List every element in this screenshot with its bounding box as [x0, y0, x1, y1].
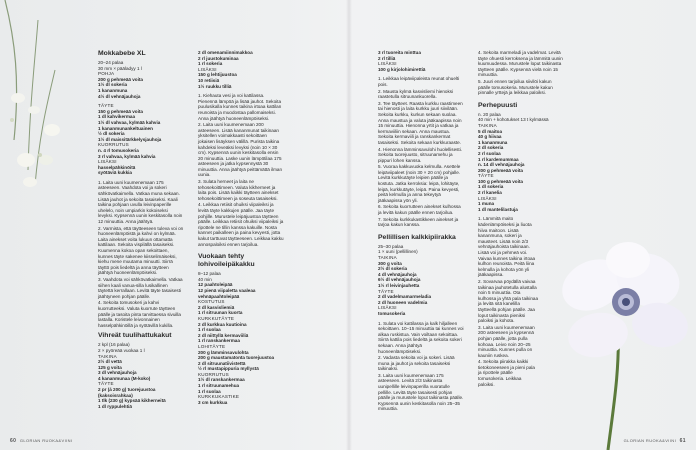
recipe-yield: 8–12 palaa	[198, 271, 221, 277]
method-step: 2. Varmista, että täytteeseen tuleva voi on huoneenlämpöistä ja kahvi on kylmää. Laita ainekset voita lukuun ottamatta kattilaan. Sekoita vispilällä tasaiseksi. Kuumenna kokoa opan sekoittaen, kunnes täyte sakenee kiisselimäiseksi, kiehu mene muutama minuutti. Siirrä täyttö pois liedeltä ja anna täytteen jäähtyä huoneenlämpöiseksi.	[98, 225, 184, 276]
ingredient-list	[98, 148, 184, 159]
ingredient: 3 cm kurkkua	[198, 399, 228, 405]
recipe-pan: 40 min	[198, 276, 212, 282]
ingredient-list	[378, 294, 464, 305]
ingredient-list	[478, 179, 564, 196]
method-step: 2. Vadasta sekoita voi ja sokeri. Lisää muna ja jauhot ja sekoita tasaiseksi taikinaksi.	[378, 355, 455, 372]
method-step: 7. Sekoita kurkkukastikkeen ainekset ja tarjoa kakun kanssa.	[378, 216, 459, 228]
section-label: TÄYTE	[98, 103, 114, 109]
ingredient: 2 dl sokeria	[478, 145, 504, 151]
method-step: 3. Laita uuni kuumenemaan 200 asteeseen ja kypsennä pohjan päälle, jotta pulla kohoaa. Leivo noin 20–25 minuuttia. Kunnes pulla on kauniin ruskea.	[478, 324, 535, 358]
ingredient: 100 g kirjolohimirettiä	[378, 66, 426, 72]
page-number: 61	[679, 438, 686, 444]
ingredient: syötäviä kukkia	[98, 170, 132, 176]
section-label: KUORRUTUS	[98, 142, 129, 148]
recipe-yield: 25–30 palaa	[378, 243, 404, 249]
recipe-title: Vihreät tuulihattukakut	[98, 332, 172, 340]
ingredient: 4 dl vehnäjauhoja	[378, 271, 417, 277]
ingredient-list	[198, 282, 284, 299]
method-step: 5. Vuoraa kakkuvuoka kelmulla. Asettele leipäviipaleet (noin 30 × 20 cm) pohjalle. Levitä kurkkutäyte leipien päälle ja kostuta. Jatka kerroksia: leipä, lohitäyte, leipä, kurkkutäyte, leipä. Paina kevyesti, peitä kelmulla ja anna tekeytyä jääkaapissa yön yli.	[378, 164, 461, 203]
method-step: 3. Vaahdota voi sähkövatkaimella. Vatkaa siihen kaali vanua-silla lusikallinen täytettä kerrallaan. Levitä täyte tasaisesti jäähtyneen pohjan päälle.	[98, 276, 183, 299]
ingredient: 1 rl sitruunamehua	[198, 383, 240, 389]
ingredient: 2 rl juustokuminaa	[198, 55, 239, 61]
ingredient-list	[98, 109, 184, 143]
method-text-wrap	[478, 216, 538, 387]
ingredient-list	[98, 387, 184, 409]
section-label: TAIKINA	[378, 255, 397, 260]
section-label: LISÄKSI	[198, 66, 217, 72]
method-step: 1. Laita uuni kuumenemaan 175 asteeseen. Vaahdota voi ja sokeri sähkövatkaimella. Vatkaa muna sekaan. Lisää jauhot ja sekoita tasaiseksi. Kaali taikina pohjaan uvulla leivinpaperille uhelelo, noin umpiarkin kokoiseksi levyksi. Kypsennä uunin keskitasolla noin 12 minuuttia. Anna jäähtyä.	[98, 179, 183, 225]
ingredient: 2 dl omenamiinnimakkoa	[198, 50, 253, 55]
section-label: TAIKINA	[478, 122, 497, 128]
ingredient: 150 g pehmeää voita	[98, 108, 143, 114]
section-label: KOSTUTUS	[198, 299, 225, 305]
method-step: 5. Juuri ennen tarjoilua siivilöi kakun päälle tomusokeria. Murustele kakun pinnalle yrttejä ja leikkaa paloiksi.	[478, 78, 553, 96]
ingredient: 10 retiisiä	[198, 77, 220, 83]
ingredient: 1½ dl sokeria	[98, 82, 128, 88]
method-step: 4. Hienonna lämminsavulohi huolellisesti. Sekoita tuorejuusto, sitruunamehu ja pippuri lohen kanssa.	[378, 146, 463, 163]
section-label: TÄYTE	[478, 173, 494, 179]
section-label: TÄYTE	[98, 381, 114, 387]
ingredient: 3 rl vahvaa, kylmää kahvia	[98, 153, 156, 159]
ingredient: n. 4 rl tomusokeria	[98, 147, 139, 153]
ingredient-list	[98, 77, 184, 99]
recipe-pan: 30 mm × pääladyy 1 l	[98, 65, 142, 71]
ingredient: 1 kananmuna	[98, 87, 128, 93]
right-page-footer	[624, 438, 686, 444]
ingredient: hasselpähkinöitä	[98, 164, 136, 170]
ingredient-list	[378, 50, 464, 61]
ingredient: 5 dl maitoa	[478, 128, 502, 134]
ingredient: 2 pr (á 200 g) tuorejuustoa (kaksoisrahkaa)	[98, 387, 156, 398]
column-3	[378, 50, 464, 413]
method-step: 3. Sulata herneet ja laita ne tehosekoittimeen. Valuta kikherneet ja laita pois. Lisää kaikki täytteen ainekset tehosekoittimeen ja soseuta tasaiseksi.	[198, 179, 279, 201]
method-step: 2. Mausta kylmä kasvisliemi hienoksi raastetulla sitruunankuorella.	[378, 88, 454, 100]
method-step: 1. Lämmitä maito kädenlämpöiseksi ja liuota hiiva maitoon. Lisää kananmuna, sokeri ja mausteet. Lisää noin 2/3 vehnäjauhoista taikinaan. Lisää voi ja pehmeä voi. Vaivaa kunnes taikina irtoaa kulhon reunoista. Peitä liina kelmulla ja kohota yön yli jääkaapissa.	[478, 216, 536, 278]
recipe-yield: n. 20 palaa	[478, 111, 501, 117]
recipe-pan: 40 min + kohotukset 13 t kylmässä	[478, 117, 549, 123]
ingredient: 1 rl suolaa	[198, 327, 221, 333]
ingredient-list	[378, 67, 464, 73]
ingredient: 1 muna	[478, 201, 495, 207]
recipe-yield: 20–24 palaa	[98, 60, 124, 65]
ingredient: 200 g maustamatonta tuorejuustoa	[198, 355, 275, 361]
recipe-pan: 1 × uuni (pellillinen)	[378, 249, 418, 255]
ingredient-list	[378, 261, 464, 289]
page-number: 60	[10, 438, 17, 444]
ingredient-list	[198, 322, 284, 344]
ingredient: 1 kananmunankeltuainen	[98, 125, 153, 131]
ingredient: n. 14 dl vehnäjauhoja	[478, 162, 525, 168]
section-label: POHJA	[98, 71, 115, 77]
ingredient: 125 g voita	[98, 364, 122, 370]
section-label: LISÄKSI	[378, 305, 397, 311]
ingredient-list	[478, 201, 564, 212]
ingredient: 1½ dl ranskankermaa	[198, 377, 245, 383]
ingredient: 2 dl niittyllä kermaviiliä	[198, 332, 249, 338]
magazine-name: GLORIAN RUOKA&VIINI	[623, 438, 677, 443]
column-4	[478, 50, 564, 388]
method-step: 3. Tee täytteet. Raasta kurkku raastimeen tai hienosti ja laita kurkku juuri siivilään. Sekoita kurkku, kurkun sekaan suolaa. Anna maustua ja valuta jääkaapissa noin 15 minuuttia. Hienonna yrtit ja vatkaa ja kermaviiliin sekaan. Anna maustua. Sekoita kermaviili ja ranskankermat tasaiseksi. Sekoita sekaan kurkkuraaste.	[378, 100, 463, 145]
ingredient-list	[198, 400, 284, 406]
section-label: LISÄKSI	[98, 159, 117, 165]
ingredient: 1 dl ryppulehtiä	[98, 403, 132, 409]
ingredient: 2 rl tilliä	[378, 55, 396, 61]
ingredient-list	[198, 50, 284, 67]
ingredient: 3 dl vehnäjauhoja	[98, 370, 137, 376]
ingredient-list	[478, 129, 564, 174]
ingredient-list	[198, 305, 284, 316]
ingredient: 200 g pehmeää voita	[478, 167, 523, 173]
column-2	[198, 50, 284, 405]
magazine-name: GLORIAN RUOKA&VIINI	[19, 438, 73, 443]
ingredient: 2 dl vadelmamarmeladia	[378, 294, 432, 300]
ingredient: 12 paahtoleipää	[198, 282, 233, 288]
recipe-title: Mokkabebe XL	[98, 50, 146, 57]
section-label: KURKKUTÄYTE	[198, 315, 235, 321]
ingredient: 1 kananmuna	[478, 139, 508, 145]
ingredient: 1 dl kahvikermaa	[98, 114, 136, 120]
ingredient: 4½ dl vehnäjauhoja	[98, 93, 141, 99]
ingredient: 6½ dl vehnäjauhoja	[378, 277, 421, 283]
ingredient: ½ rl mustapippuria myllystä	[198, 366, 259, 372]
ingredient-list	[98, 165, 184, 176]
ingredient-list	[378, 311, 464, 317]
ingredient: 1 tlk (230 g) kypsää kikherneitä	[98, 398, 166, 404]
section-label: KUORRUTUS	[198, 371, 229, 377]
anemone-flower-illustration	[548, 230, 696, 450]
ingredient: 2 dl huoneen vadelmia	[378, 299, 428, 305]
ingredient: 2 dl kurkkua kuutioina	[198, 321, 247, 327]
ingredient: 100 g pehmeää voita	[478, 178, 523, 184]
ingredient: 200 g pehmeää voita	[98, 76, 143, 82]
column-1	[98, 50, 184, 409]
section-label: TAIKINA	[98, 353, 117, 359]
flower-stems-illustration	[0, 0, 95, 200]
ingredient: 1 dl sokeria	[478, 184, 504, 190]
method-step: 6. Sekoita kuorrutteen ainekset kulhossa ja levitä kakun päälle ennen tarjoilua.	[378, 204, 461, 216]
recipe-title: Perhepuusti	[478, 101, 518, 109]
ingredient: 2½ dl sokeria	[378, 266, 408, 272]
ingredient: tomusokeria	[378, 310, 406, 316]
method-step: 4. Sekoita marmeladi ja vadelmat. Levitä täyte ohuesti kerroksena ja lämmitä uunin kuumuudessa. Murustele loput taikinasta täytteen päälle. Kypsennä vielä noin 15 minuuttia.	[478, 50, 563, 78]
ingredient: 2 rl kanelia	[478, 190, 502, 196]
section-label: TÄYTE	[378, 288, 394, 294]
ingredient: 1½ rl leivinjauhetta	[378, 282, 420, 288]
ingredient: 1 rl sitruunan kuorta	[198, 310, 243, 316]
ingredient: 1 rl ranskankermaa	[198, 338, 240, 344]
ingredient-list	[198, 72, 284, 89]
section-label: KURKKUKASTIKE	[198, 394, 240, 400]
method-step: 4. Sekoita piirakka kaikki tietokoneeseen ja pieni pala ja ripottele päälle tomusokeria. Leikkaa paloiksi.	[478, 359, 535, 387]
ingredient: 1½ ruukku tilliä	[198, 83, 232, 89]
ingredient: 1½ dl maissitärkkelysjauhoja	[98, 136, 162, 142]
page-gutter	[346, 0, 352, 450]
method-step: 1. Leikkaa leipäviipaleista reunat ohuelti pois.	[378, 76, 460, 87]
method-step: 4. Leikkaa retiisit ohuiksi viipaleiksi ja levitä täyte kakkujen päälle. Jaa täyte pohjille. Murustele leipäjuustoa täytteen päälle. Leikkaa retiisit ohuiksi viipaleiksi ja ripottele ne tillin kanssa kakuille. Nosta kannet paikalleen ja paina kevyesti, jotta kakut tarttuvat täytteeseen. Leikkaa kakku annospaloiksi ennen tarjoilua.	[198, 202, 284, 247]
ingredient: 12 pienä viipaletta vaaleaa vehnäpaahtoleipää	[198, 287, 256, 299]
ingredient: 4 kananmunaa (M-koko)	[98, 375, 151, 381]
ingredient: 2 rl suolaa	[478, 150, 501, 156]
method-step: 4. Sekoita tomusokeri ja kahvi kuorrutteeksi. Valuta kuorrute täytteen päälle ja tasoita pinta tarvittaessa sivuilla lastalla. Koristele leivonnainen hasselpähkinöillä ja syötävillä kukilla.	[98, 300, 181, 328]
ingredient: 200 g lämminsavulohta	[198, 349, 249, 355]
ingredient: 150 g lehtijuustoa	[198, 72, 237, 78]
method-step: 1. Kiehauta vesi ja voi kattilassa. Pienennä lämpöä ja lisää jauhot. Sekoita puulusikalla kunnes taikina irtoaa kattilan reunoista ja muodostaa pallomaiseksi. Anna jäähtyä huoneenlämpöiseksi.	[198, 93, 282, 121]
ingredient-list	[98, 359, 184, 381]
section-label: LOHITÄYTE	[198, 343, 226, 349]
ingredient: 300 g voita	[378, 260, 402, 266]
ingredient: ½ dl sokeria	[98, 131, 125, 137]
ingredient: 2 dl kasvisliemiä	[198, 304, 235, 310]
section-label: LISÄKSI	[478, 195, 497, 201]
ingredient: 1 rl suolaa	[198, 388, 221, 394]
recipe-title: Pellillisen kalkkipiirakka	[378, 233, 456, 241]
left-page-footer	[10, 438, 72, 444]
ingredient: 40 g hiivaa	[478, 134, 502, 140]
method-step: 3. Laita uuni kuumenemaan 175 asteeseen. Levitä 2/3 taikinasta uunipellille leivinpaperilla vuoratulle pellille. Levitä täyte tasaisesti pohjan päälle ja murustele loput taikinasta päälle. Kypsennä uunin keskitasolla noin 25–35 minuuttia.	[378, 372, 464, 412]
ingredient: 1 rl sokeria	[198, 61, 223, 67]
ingredient: 1 dl mantelilastuja	[478, 206, 518, 212]
ingredient: 2½ dl vettä	[98, 359, 122, 365]
ingredient: 1½ dl vahvaa, kylmää kahvia	[98, 119, 161, 125]
ingredient: 3 rl tuoreita minttua	[378, 50, 421, 55]
section-label: LISÄKSI	[378, 61, 397, 67]
method-step: 2. Laita uuni kuumenemaan 200 asteeseen. Lisää kananmunat taikinaan yksitellen voimakkaasti sekoittaen jokaisen lisäyksen välillä. Purista taikina kahdeksi leveäksi levyksi (noin 10 × 30 cm). Kypsennä uunin keskitasolla ensin 20 minuuttia. Laske uunin lämpötilaa 175 asteeseen ja jatka kypsennystä 30 minuuttia. Anna jäähtyä peittämättä ilman uunia.	[198, 122, 283, 178]
ingredient-list	[198, 350, 284, 372]
method-step: 2. Sovarvaa pöydällä vaivaa taikinaa jauhotetulla alustalla noin 5 minuuttia. Ota kulhossa ja yhtä pala taikinaa ja levitä sitä kanelilla täytteellä pohjan päälle. Jaa loput taikinasta pieniksi paloiksi ja kohota.	[478, 278, 539, 324]
ingredient: 2 dl sitruunatiivistettä	[198, 360, 246, 366]
recipe-pan: 2 × pyöreää vuokaa 1 l	[98, 347, 145, 353]
method-step: 1. Sulata voi kattilassa ja kalk hiljalleen sekoittaen. 10–15 minuuttia tai kunnes voi alkaa ruskistua. Vain voiltaan sekoittaa. Siirrä kattila pois liedeltä ja sekoita sokeri sekaan. Anna jäähtyä huoneenlämpöiseksi.	[378, 320, 464, 354]
recipe-yield: 2 kpl (16 palaa)	[98, 342, 130, 348]
ingredient: 1 rl kardemummaa	[478, 156, 519, 162]
recipe-title: Vuokaan tehty lohivoileipäkakku	[198, 253, 255, 269]
ingredient-list	[198, 377, 284, 394]
